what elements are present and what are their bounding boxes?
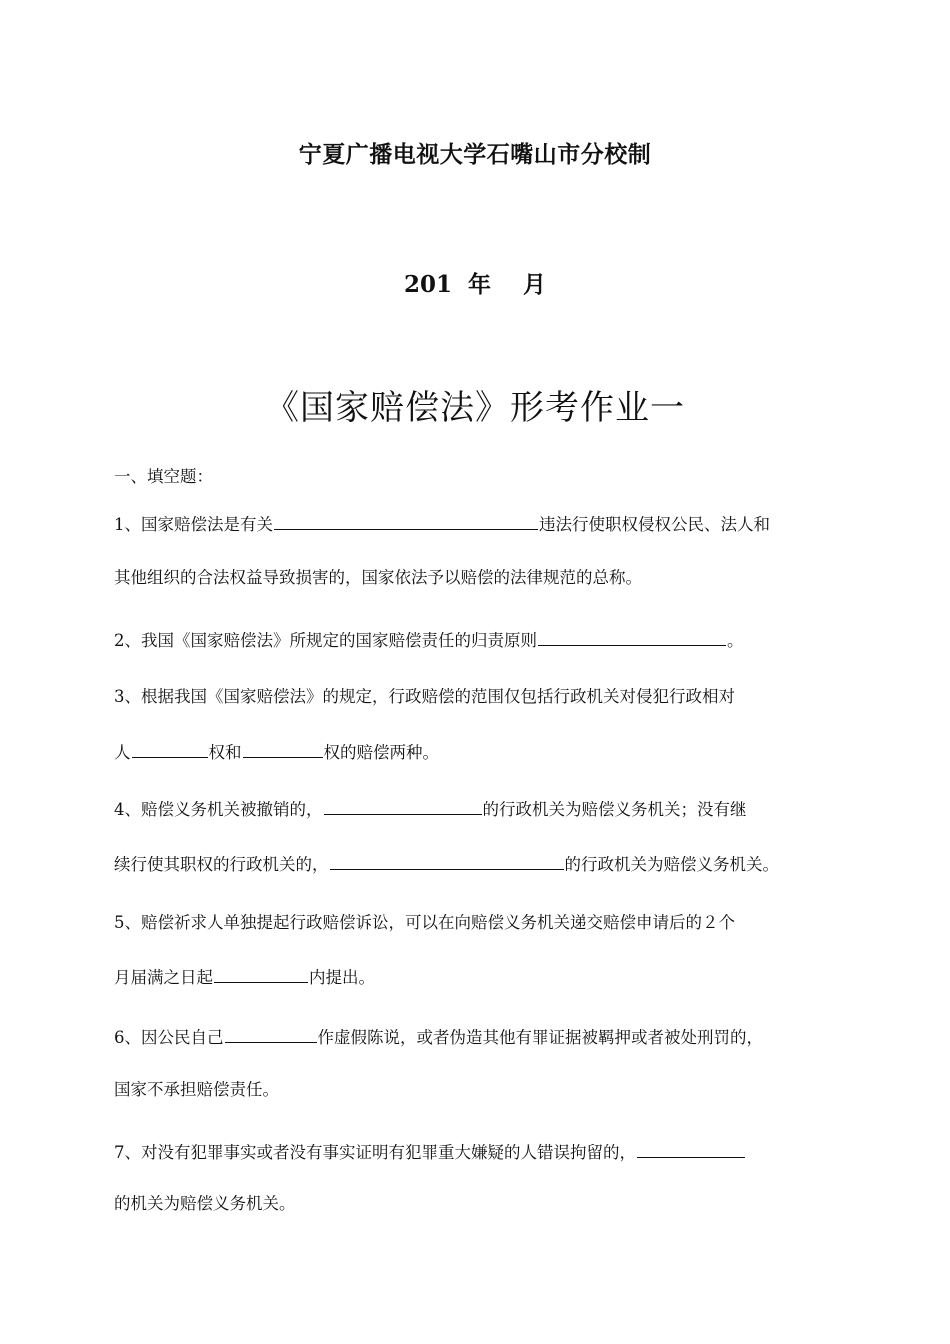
date-line <box>0 266 950 299</box>
answer-blank[interactable] <box>225 1025 317 1043</box>
answer-blank[interactable] <box>132 740 208 758</box>
question-2-line-1: 2、我国《国家赔偿法》所规定的国家赔偿责任的归责原则 。 <box>114 628 744 652</box>
answer-blank[interactable] <box>214 965 308 983</box>
question-5-line-2: 月届满之日起 内提出。 <box>114 965 375 989</box>
document-title: 《国家赔偿法》形考作业一 <box>265 388 685 428</box>
question-6-line-2: 国家不承担赔偿责任。 <box>114 1080 279 1099</box>
answer-blank[interactable] <box>274 512 538 530</box>
question-1-line-1: 1、国家赔偿法是有关 违法行使职权侵权公民、法人和 <box>114 512 770 536</box>
answer-blank[interactable] <box>330 852 564 870</box>
question-4-line-1: 4、赔偿义务机关被撤销的， 的行政机关为赔偿义务机关；没有继 <box>114 797 747 821</box>
question-5-line-1: 5、赔偿祈求人单独提起行政赔偿诉讼，可以在向赔偿义务机关递交赔偿申请后的２个 <box>114 913 735 932</box>
date-month-char: 月 <box>523 271 547 298</box>
date-year: 201 <box>403 271 452 298</box>
question-7-line-1: 7、对没有犯罪事实或者没有事实证明有犯罪重大嫌疑的人错误拘留的， <box>114 1140 746 1164</box>
question-7-line-2: 的机关为赔偿义务机关。 <box>114 1194 296 1213</box>
question-3-line-2: 人 权和 权的赔偿两种。 <box>114 740 439 764</box>
answer-blank[interactable] <box>324 797 482 815</box>
answer-blank[interactable] <box>243 740 323 758</box>
question-4-line-2: 续行使其职权的行政机关的， 的行政机关为赔偿义务机关。 <box>114 852 779 876</box>
answer-blank[interactable] <box>538 628 726 646</box>
date-year-char: 年 <box>468 271 491 298</box>
question-3-line-1: 3、根据我国《国家赔偿法》的规定，行政赔偿的范围仅包括行政机关对侵犯行政相对 <box>114 687 735 706</box>
answer-blank[interactable] <box>637 1140 745 1158</box>
section-heading: 一、填空题： <box>114 467 213 486</box>
question-6-line-1: 6、因公民自己 作虚假陈说，或者伪造其他有罪证据被羁押或者被处刑罚的， <box>114 1025 763 1049</box>
school-name: 宁夏广播电视大学石嘴山市分校制 <box>298 141 652 168</box>
question-1-line-2: 其他组织的合法权益导致损害的，国家依法予以赔偿的法律规范的总称。 <box>114 568 642 587</box>
